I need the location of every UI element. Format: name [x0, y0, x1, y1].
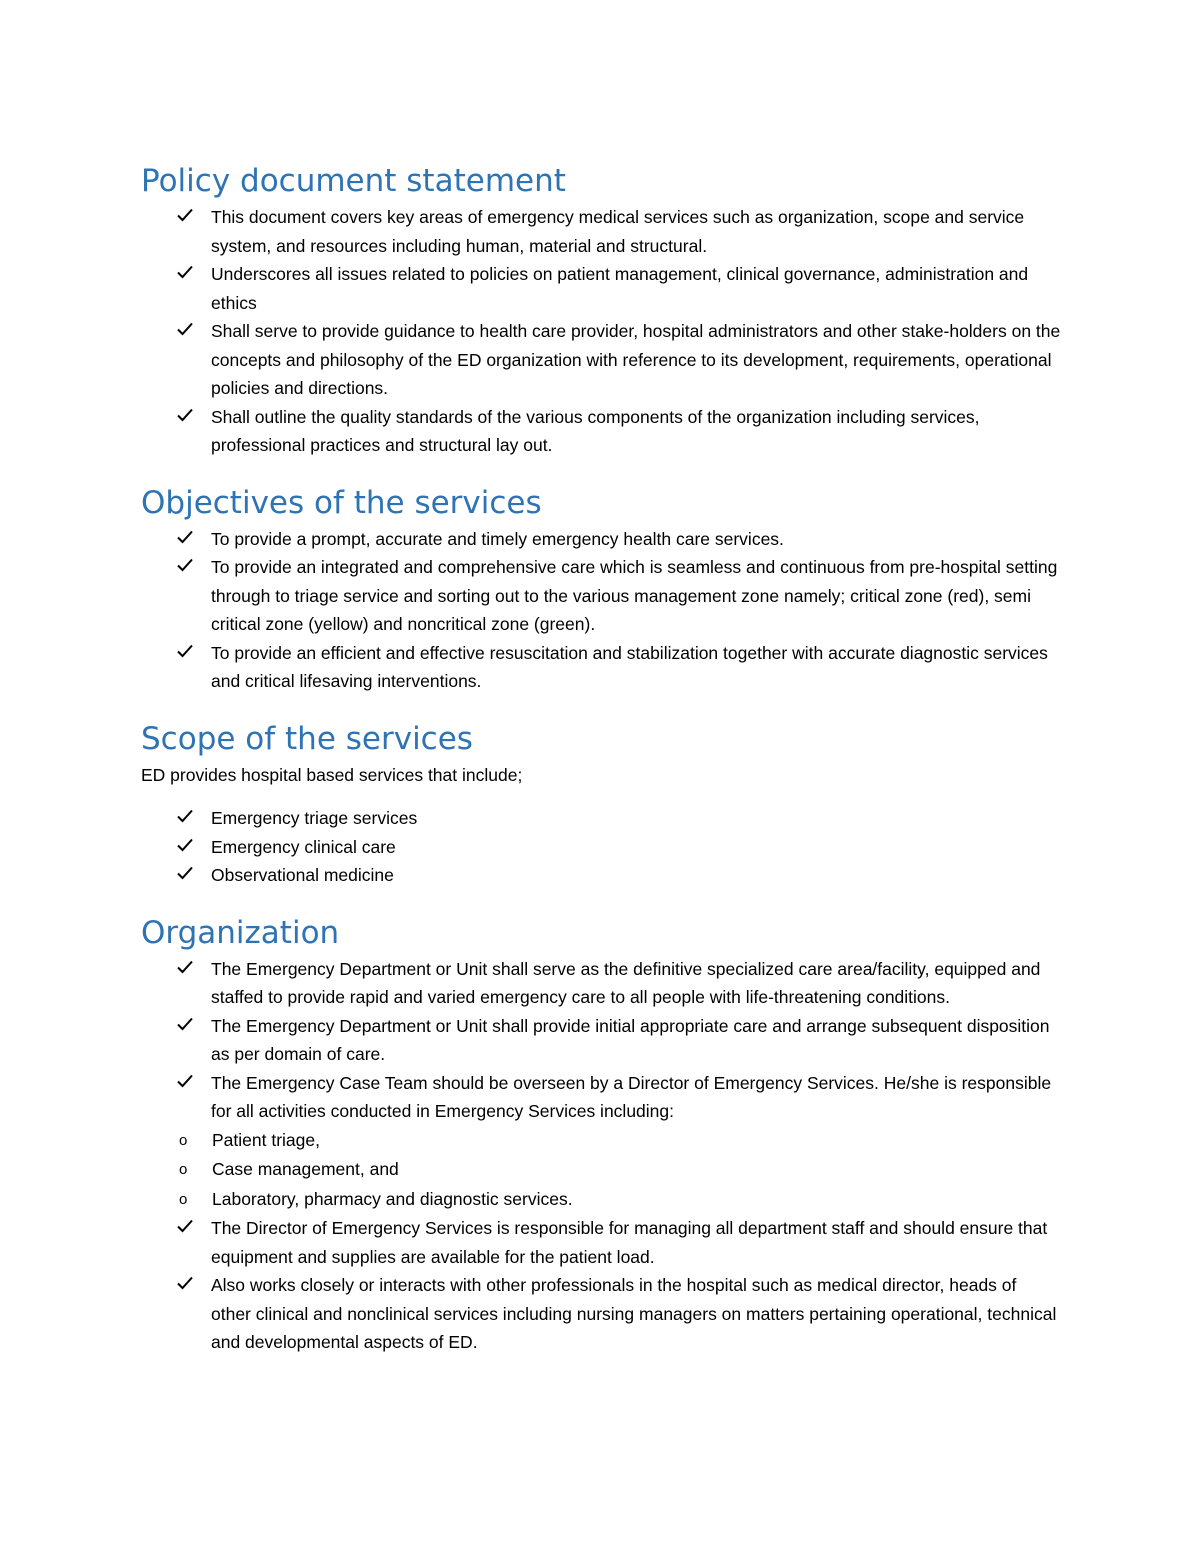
section-objectives: [141, 482, 1061, 696]
section-organization: [141, 912, 1061, 1357]
list-item-text: To provide a prompt, accurate and timely emergency health care services.: [211, 528, 784, 549]
list-item-text: The Emergency Department or Unit shall serve as the definitive specialized care area/facility, equipped and staffed to provide rapid and varied emergency care to all people with life-threatening conditions.: [211, 958, 1041, 1007]
list-item: [141, 203, 1061, 260]
check-list: [141, 525, 1061, 696]
list-item-text: Shall serve to provide guidance to health care provider, hospital administrators and other stake-holders on the concepts and philosophy of the ED organization with reference to its development, requirements, operational policies and directions.: [211, 321, 1061, 398]
list-item-text: Observational medicine: [211, 865, 394, 885]
list-item: [141, 955, 1061, 1012]
checkmark-icon: [177, 804, 195, 832]
list-item: [141, 525, 1061, 554]
list-item: [141, 403, 1061, 460]
checkmark-icon: [177, 833, 195, 861]
list-item-text: To provide an integrated and comprehensive care which is seamless and continuous from pre-hospital setting through to triage service and sorting out to the various management zone namely; critical zone (red), semi critical zone (yellow) and noncritical zone (green).: [211, 557, 1058, 634]
checkmark-icon: [177, 1012, 195, 1040]
list-item: [141, 861, 1061, 890]
list-item: [141, 804, 1061, 833]
check-list: [141, 804, 1061, 890]
section-scope: [141, 718, 1061, 890]
sub-list-item-text: Patient triage,: [212, 1129, 320, 1150]
list-item-text: Also works closely or interacts with other professionals in the hospital such as medical director, heads of other clinical and nonclinical services including nursing managers on matters pertaining operational, technical and developmental aspects of ED.: [211, 1275, 1057, 1352]
list-item: [141, 260, 1061, 317]
list-item: [141, 1069, 1061, 1215]
list-item-text: The Emergency Department or Unit shall provide initial appropriate care and arrange subsequent disposition as per domain of care.: [211, 1015, 1050, 1064]
checkmark-icon: [177, 1271, 195, 1299]
section-heading: Organization: [141, 914, 340, 951]
checkmark-icon: [177, 525, 195, 553]
section-policy-statement: [141, 160, 1061, 460]
circle-bullet-icon: o: [179, 1131, 188, 1149]
checkmark-icon: [177, 955, 195, 983]
section-heading: Objectives of the services: [141, 484, 542, 521]
checkmark-icon: [177, 1069, 195, 1097]
checkmark-icon: [177, 861, 195, 889]
section-intro: ED provides hospital based services that include;: [141, 764, 523, 785]
circle-bullet-icon: o: [179, 1190, 188, 1208]
list-item-text: This document covers key areas of emergency medical services such as organization, scope and service system, and resources including human, material and structural.: [211, 207, 1025, 256]
sub-list-item: [141, 1185, 1061, 1215]
list-item: [141, 1271, 1061, 1357]
document-page: [141, 160, 1061, 1357]
sub-list-item: [141, 1155, 1061, 1185]
list-item-text: Shall outline the quality standards of the various components of the organization including services, professional practices and structural lay out.: [211, 406, 980, 455]
list-item-text: To provide an efficient and effective resuscitation and stabilization together with accurate diagnostic services and critical lifesaving interventions.: [211, 642, 1048, 691]
section-heading: Policy document statement: [141, 163, 566, 199]
checkmark-icon: [177, 553, 195, 581]
sub-list: [179, 1126, 1061, 1215]
list-item-text: Underscores all issues related to policies on patient management, clinical governance, administration and ethics: [211, 264, 1029, 313]
list-item-text: The Emergency Case Team should be overseen by a Director of Emergency Services. He/she is responsible for all activities conducted in Emergency Services including:: [211, 1072, 1052, 1121]
checkmark-icon: [177, 639, 195, 667]
list-item-text: Emergency triage services: [211, 808, 418, 828]
list-item: [141, 833, 1061, 862]
list-item: [141, 317, 1061, 403]
list-item: [141, 1214, 1061, 1271]
check-list: [141, 955, 1061, 1357]
sub-list-item-text: Laboratory, pharmacy and diagnostic services.: [212, 1188, 573, 1209]
list-item: [141, 1012, 1061, 1069]
sub-list-item-text: Case management, and: [212, 1159, 399, 1179]
list-item-text: Emergency clinical care: [211, 836, 396, 857]
check-list: [141, 203, 1061, 460]
checkmark-icon: [177, 403, 195, 431]
sub-list-item: [141, 1126, 1061, 1156]
circle-bullet-icon: o: [179, 1161, 188, 1178]
checkmark-icon: [177, 203, 195, 231]
section-heading: Scope of the services: [141, 720, 473, 757]
checkmark-icon: [177, 1214, 195, 1242]
list-item-text: The Director of Emergency Services is responsible for managing all department staff and should ensure that equipment and supplies are available for the patient load.: [211, 1218, 1048, 1267]
checkmark-icon: [177, 260, 195, 288]
checkmark-icon: [177, 317, 195, 345]
list-item: [141, 639, 1061, 696]
list-item: [141, 553, 1061, 639]
